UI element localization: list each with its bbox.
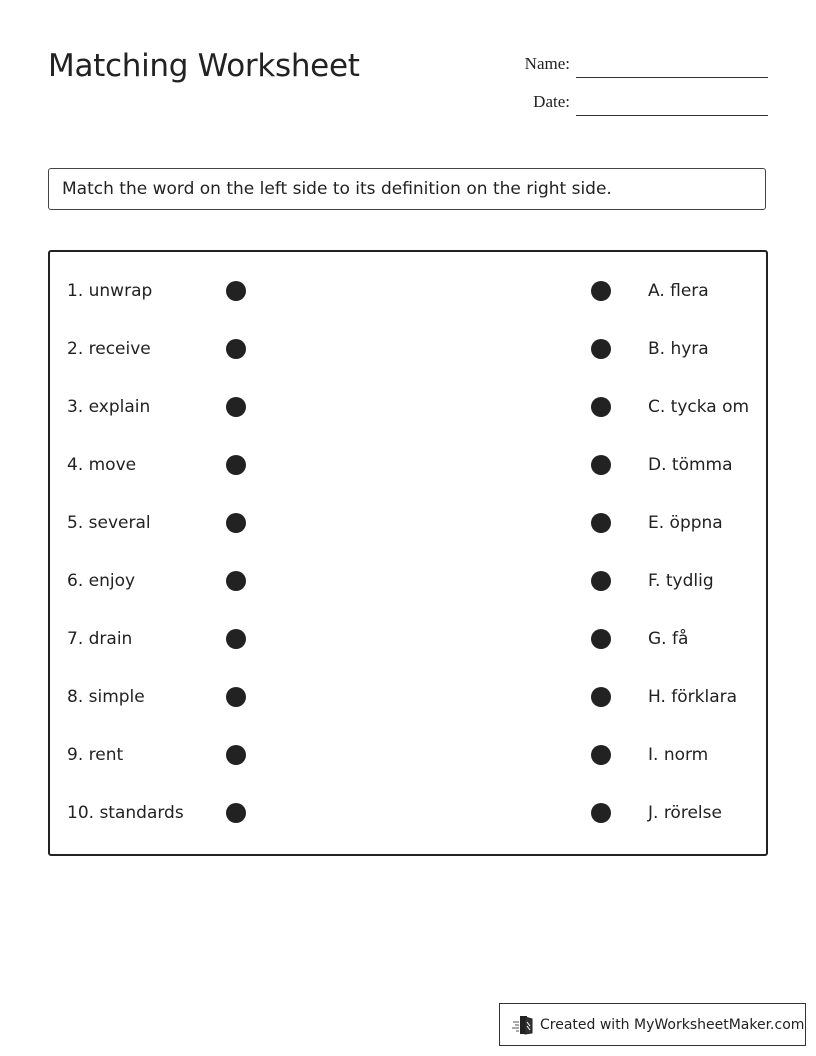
page-title: Matching Worksheet bbox=[48, 48, 360, 84]
worksheet-maker-logo-icon bbox=[512, 1014, 536, 1036]
match-row bbox=[50, 450, 766, 480]
right-term: D. tömma bbox=[648, 455, 733, 475]
left-term: 1. unwrap bbox=[67, 281, 153, 301]
left-term: 6. enjoy bbox=[67, 571, 136, 591]
date-label: Date: bbox=[533, 92, 570, 111]
match-row bbox=[50, 508, 766, 538]
left-term: 9. rent bbox=[67, 745, 124, 765]
right-term: I. norm bbox=[648, 745, 709, 765]
date-field[interactable] bbox=[500, 92, 768, 116]
footer-credit[interactable] bbox=[499, 1003, 806, 1046]
instructions-box bbox=[48, 168, 766, 210]
match-row bbox=[50, 682, 766, 712]
right-term: J. rörelse bbox=[648, 803, 722, 823]
name-field[interactable] bbox=[500, 54, 768, 78]
left-connector-dot-icon[interactable] bbox=[226, 281, 246, 301]
right-connector-dot-icon[interactable] bbox=[591, 339, 611, 359]
left-term: 2. receive bbox=[67, 339, 151, 359]
left-connector-dot-icon[interactable] bbox=[226, 745, 246, 765]
match-row bbox=[50, 624, 766, 654]
right-connector-dot-icon[interactable] bbox=[591, 513, 611, 533]
name-underline[interactable] bbox=[576, 77, 768, 78]
match-row bbox=[50, 798, 766, 828]
left-connector-dot-icon[interactable] bbox=[226, 571, 246, 591]
left-connector-dot-icon[interactable] bbox=[226, 629, 246, 649]
left-term: 7. drain bbox=[67, 629, 133, 649]
left-connector-dot-icon[interactable] bbox=[226, 513, 246, 533]
right-connector-dot-icon[interactable] bbox=[591, 397, 611, 417]
left-term: 4. move bbox=[67, 455, 137, 475]
left-term: 10. standards bbox=[67, 803, 184, 823]
right-connector-dot-icon[interactable] bbox=[591, 745, 611, 765]
right-connector-dot-icon[interactable] bbox=[591, 281, 611, 301]
match-row bbox=[50, 392, 766, 422]
left-connector-dot-icon[interactable] bbox=[226, 339, 246, 359]
footer-text: Created with MyWorksheetMaker.com bbox=[540, 1016, 805, 1033]
right-term: G. få bbox=[648, 629, 689, 649]
right-connector-dot-icon[interactable] bbox=[591, 571, 611, 591]
left-connector-dot-icon[interactable] bbox=[226, 803, 246, 823]
left-term: 3. explain bbox=[67, 397, 151, 417]
date-underline[interactable] bbox=[576, 115, 768, 116]
right-connector-dot-icon[interactable] bbox=[591, 687, 611, 707]
match-row bbox=[50, 276, 766, 306]
instructions-text: Match the word on the left side to its definition on the right side. bbox=[62, 179, 612, 199]
right-term: C. tycka om bbox=[648, 397, 750, 417]
right-term: H. förklara bbox=[648, 687, 738, 707]
right-term: F. tydlig bbox=[648, 571, 714, 591]
left-connector-dot-icon[interactable] bbox=[226, 397, 246, 417]
left-term: 8. simple bbox=[67, 687, 145, 707]
right-term: B. hyra bbox=[648, 339, 709, 359]
match-row bbox=[50, 740, 766, 770]
left-term: 5. several bbox=[67, 513, 151, 533]
right-term: E. öppna bbox=[648, 513, 723, 533]
right-connector-dot-icon[interactable] bbox=[591, 629, 611, 649]
match-row bbox=[50, 334, 766, 364]
right-connector-dot-icon[interactable] bbox=[591, 455, 611, 475]
name-label: Name: bbox=[524, 54, 570, 73]
matching-area bbox=[48, 250, 768, 856]
right-term: A. flera bbox=[648, 281, 709, 301]
match-row bbox=[50, 566, 766, 596]
right-connector-dot-icon[interactable] bbox=[591, 803, 611, 823]
left-connector-dot-icon[interactable] bbox=[226, 455, 246, 475]
left-connector-dot-icon[interactable] bbox=[226, 687, 246, 707]
